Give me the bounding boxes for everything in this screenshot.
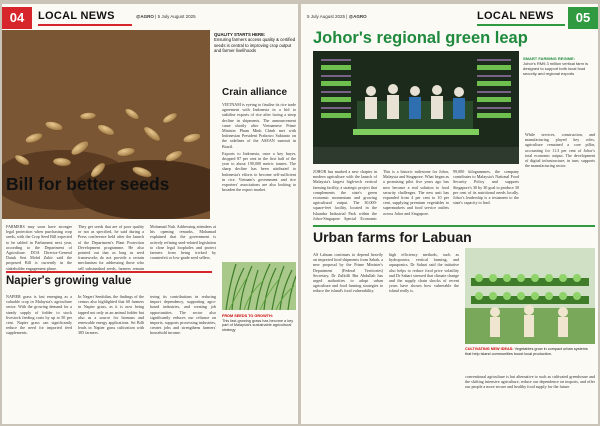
- masthead: 5 July August 2025 | @AGRO: [307, 14, 367, 19]
- urban-headline: Urban farms for Labuan: [313, 229, 472, 245]
- crain-headline: Crain alliance: [222, 87, 288, 98]
- paper-name: @AGRO: [348, 14, 367, 19]
- vertical-farm-photo: [313, 51, 519, 164]
- crain-quote-text: This fast-growing grass has become a key part of Malaysia's sustainable agricultural strategy: [222, 318, 294, 332]
- johor-quote-text: Johor's RM9.3 million vertical farm is designed to support both local food security and regional exports: [523, 61, 589, 76]
- napier-column: NAPIER grass is fast emerging as a valuable crop in Malaysia's agriculture sector. With the growing demand for a steady supply of fodder to stock livestock feeding costs by up to 50 per cent. Napier grass can significantly reduce the need for imported feed supplements.: [6, 294, 72, 336]
- napier-grass-photo: [222, 262, 296, 310]
- section-rule: [38, 24, 132, 26]
- section-title: LOCAL NEWS: [38, 10, 115, 22]
- johor-column: This is a historic milestone for Johor, Malaysia and Singapore. What began as a promising pilot five years ago has now become a real solution to food security challenges. The new unit has expanded from 4 per cent to 10 per cent, supplying premium vegetables to supermarkets and food service outlets across Johor and Singapore.: [383, 169, 449, 216]
- johor-headline: Johor's regional green leap: [313, 29, 528, 47]
- napier-rule: [6, 271, 212, 273]
- napier-column: In Negeri Sembilan, the findings of the census also highlighted that 60 farmers in Napier grass, as it is now being tapped not only as an animal fodder but also as a source for biomass and renewable energy applications. Sri Bdli leads in Napier grass cultivation with 385 farmers.: [78, 294, 144, 336]
- bill-quote: [214, 32, 296, 54]
- page-number: 04: [2, 7, 32, 29]
- section-rule: [477, 24, 565, 26]
- right-page: [301, 4, 598, 424]
- vertical-farm-illustration: [313, 51, 519, 164]
- crain-article: [222, 102, 296, 256]
- bill-quote-text: Ensuring farmers access quality & certified seeds is central to improving crop output and farmer livelihoods: [214, 37, 296, 54]
- crain-paragraph: VIETNAM is eyeing to finalise its rice trade agreement with Indonesia in a bid to stabilise exports of rice after facing a steep decline in shipments. The announcement came shortly after Vietnamese Prime Minister Pham Minh Chinh met with Indonesian President Prabowo Subianto on the sidelines of the ASEAN summit in Brazil.: [222, 102, 296, 149]
- urban-column: AS Labuan continues to depend heavily on imported food shipments from Sabah, a new proposal by the Prime Minister's Department (Federal Territories) Secretary, Dr Zulkifli Bin Abdullah has urged authorities to adopt urban agriculture and food farming strategies to reduce the island's food vulnerability.: [313, 252, 383, 294]
- grass-illustration: [222, 262, 296, 310]
- napier-headline: Napier's growing value: [6, 275, 132, 287]
- left-page: [2, 4, 298, 424]
- issue-date: 5 July August 2025: [157, 14, 196, 19]
- bill-column: FARMERS may soon have stronger legal protection when purchasing crop seeds, with the Crop Seed Bill expected to be tabled in Parliament next year, according to the Department of Agriculture. DOA Director-General Datuk Seri Mohd Zubir said the proposed Bill is currently in the stakeholder engagement phase.: [6, 224, 72, 271]
- johor-quote-label: SMART FARMING REGIME:: [523, 56, 575, 61]
- paper-name: @AGRO: [136, 14, 154, 19]
- urban-column: conventional agriculture is but alternative to such as cultivated greenhouse and the shifting intensive agriculture, reduce our dependence on imports, and offer our people a more secure and healthy food supply for the future.: [465, 374, 595, 390]
- johor-column: JOHOR has marked a new chapter in modern agriculture with the launch of Malaysia's largest high-tech vertical farming facility, a strategic project that complements the state's green economic momentum and growing agricultural output. The 30,000-square-feet facility, located in the Iskandar Industrial Park within the Johor-Singapore Special Economic: [313, 169, 377, 221]
- crain-quote-label: FROM SEEDS TO GROWTH:: [222, 314, 273, 318]
- urban-caption-text: Vegetables grow in compact urban systems that help island communities boost local production.: [465, 347, 588, 356]
- bill-column: They get seeds that are of poor quality or not as specified, he said during a Press conference held after the launch of the Department's Plant Protection Development programme. He also pointed out that as long as seed frameworks do not provide a certain mechanism for addressing those who sell substandard seeds, farmers remain: [78, 224, 144, 271]
- urban-rule: [313, 225, 595, 227]
- johor-quote: [523, 56, 595, 76]
- crain-paragraph: Exports to Indonesia, once a key buyer, dropped 87 per cent in the first half of the year to about 190,000 metric tonnes. The sharp decline has been attributed to Indonesia's efforts to become self-sufficient in rice. Vietnam's government and rice exporters' associations are also looking to broaden the export market.: [222, 150, 296, 193]
- urban-caption-label: CULTIVATING NEW IDEAS:: [465, 347, 514, 351]
- urban-farm-photo: [465, 248, 595, 344]
- bill-column: Mohamad Nuh. Addressing attendees at his opening remarks, Mohamad explained that the government is actively refining seed-related legislation to close legal loopholes and protect farmers from being tricked by counterfeit or low-grade seed sellers.: [150, 224, 216, 261]
- johor-column: While services, construction, and manufacturing played key roles, agriculture remained a core pillar, accounting for 11.3 per cent of Johor's total economic output. The development of digital infrastructure, in turn, supports the manufacturing sector.: [525, 132, 595, 169]
- urban-farm-illustration: [465, 248, 595, 344]
- bill-quote-label: QUALITY STARTS HERE:: [214, 32, 266, 37]
- napier-column: tering its contributions in reducing import dependency, supporting agro-based industries, and creating job opportunities. The sector also significantly reduces our reliance on imports, supports processing industries, creates jobs and strengthens farmers' household income.: [150, 294, 216, 336]
- johor-column: 99,000 kilogrammes, the company contributes to Malaysia's National Food Security Policy and supports Singapore's 30 by 30 goal to produce 30 per cent of its nutritional needs locally. Johor's leadership is a testament to the state's capacity to lead.: [453, 169, 519, 206]
- masthead: @AGRO | 5 July August 2025: [136, 14, 196, 19]
- crain-quote: [222, 314, 296, 332]
- urban-caption: [465, 347, 595, 356]
- page-number: 05: [568, 7, 598, 29]
- bill-headline: Bill for better seeds: [6, 174, 170, 194]
- urban-column: high efficiency methods, such as hydroponics, vertical farming, and aquaponics. Dr Sahari said the initiative also helps to reduce food price volatility and Dr Sahari stressed that climate change and the supply chain shocks of recent years have shown how vulnerable the island really is.: [389, 252, 459, 294]
- issue-date: 5 July August 2025: [307, 14, 346, 19]
- section-title: LOCAL NEWS: [477, 10, 554, 22]
